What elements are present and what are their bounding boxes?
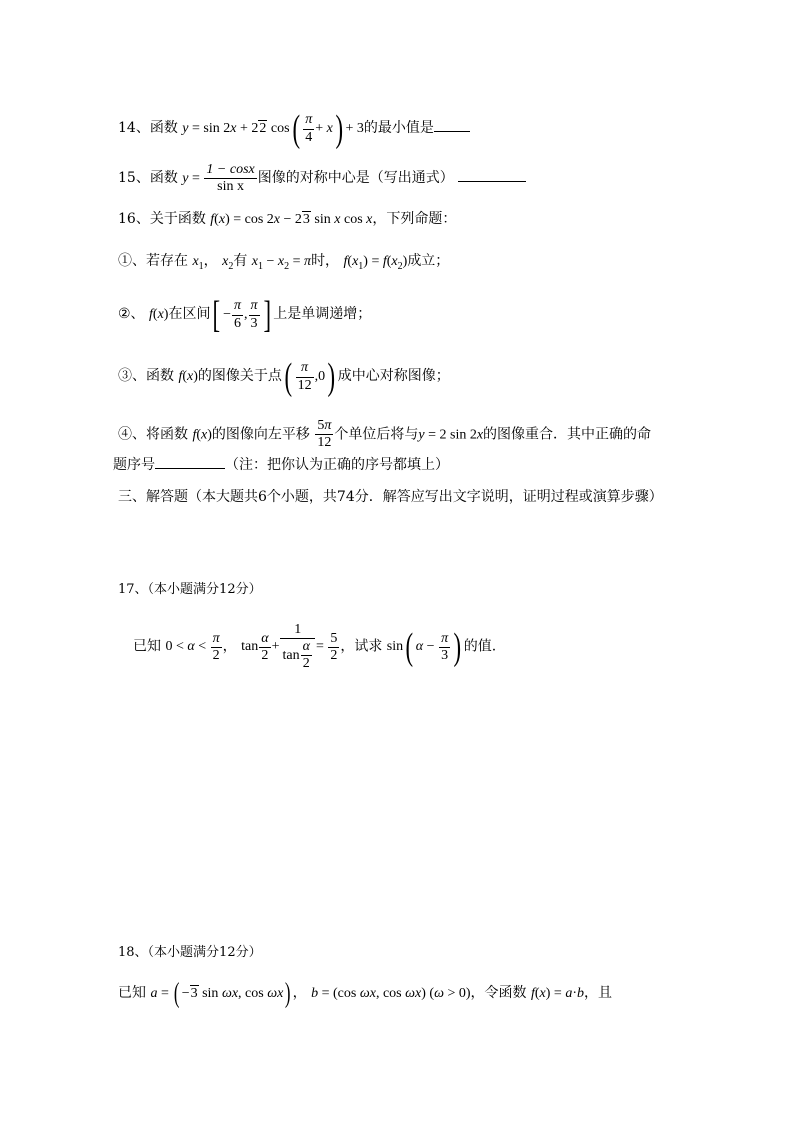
q15-formula: y = $\frac{1 - \cos x}{\text{sin x}}$ <box>182 162 255 195</box>
q15-suffix: 图像的对称中心是（写出通式） <box>257 169 454 186</box>
question-15 <box>118 162 526 195</box>
q16-s4-text-f: （注：把你认为正确的序号都填上） <box>225 457 449 473</box>
q16-s1-text-c: 时， <box>311 253 340 269</box>
question-17-body: 已知 0 < α < $\frac{\pi}{2}$ ， tan $\frac{\alpha}{2}$ + 1 tan $\frac{\alpha}{2}$ = $\frac{5}{2}$ ，试求 sin( α − $\frac{\pi}{3}$ ) 的值. <box>133 622 497 672</box>
q16-statement-3: ③、函数 f(x)的图像关于点( $\frac{\pi}{12}$ ,0) 成中心对称图像； <box>118 356 450 398</box>
q16-s3-text-b: 的图像关于点 <box>197 368 282 385</box>
q15-label: 15、函数 <box>118 169 178 186</box>
q14-formula: y = sin 2x + 22 cos( $\frac{\pi}{4}$ + x) + 3 <box>182 108 364 150</box>
q16-statement-4-cont <box>113 458 449 472</box>
q16-s4-text-d: 的图像重合．其中正确的命 <box>483 426 652 443</box>
q15-answer-blank[interactable] <box>458 181 526 182</box>
q16-s1-text-a: ①、若存在 <box>118 253 188 269</box>
q17-mid: ，试求 <box>340 638 383 655</box>
q17-given: 已知 <box>133 638 161 655</box>
q15-numerator: 1 − cosx <box>204 162 256 179</box>
q15-denominator: sin x <box>217 179 244 195</box>
q14-answer-blank[interactable] <box>434 131 470 132</box>
q16-s4-text-a: ④、将函数 <box>118 426 188 443</box>
q16-s3-text-c: 成中心对称图像； <box>337 368 450 385</box>
q16-suffix: ，下列命题： <box>372 211 457 227</box>
q16-s1-text-d: 成立； <box>407 253 450 269</box>
q16-s2-text-a: ②、 <box>118 306 145 323</box>
q14-suffix: 的最小值是 <box>363 120 434 137</box>
q18-mid: ，令函数 <box>470 985 527 1002</box>
q14-label: 14、函数 <box>118 120 178 137</box>
q16-statement-1: ①、若存在 $x_1$， $x_2$有 $x_1 - x_2 = \pi$时， $f(x_1) = f(x_2)$成立； <box>118 253 450 272</box>
q16-formula: f(x) = cos 2x − 23 sin x cos x <box>210 212 373 227</box>
q16-s4-text-b: 的图像向左平移 <box>211 426 310 443</box>
section-3-heading: 三、解答题（本大题共6个小题，共74分．解答应写出文字说明，证明过程或演算步骤） <box>118 489 663 505</box>
q16-label: 16、关于函数 <box>118 211 206 227</box>
q16-statement-4: ④、将函数 f(x)的图像向左平移 $\frac{5\pi}{12}$ 个单位后将与y = 2 sin 2x的图像重合．其中正确的命 <box>118 418 652 451</box>
question-18-body: 已知 a = ( −3 sin ωx, cos ωx) ， b = (cos ωx, cos ωx) (ω > 0)，令函数 f(x) = a·b，且 <box>118 978 612 1009</box>
q16-statement-2: ②、 f(x)在区间[ − $\frac{\pi}{6}$ , $\frac{\pi}{3}$ ] 上是单调递增； <box>118 294 372 336</box>
q16-s4-text-c: 个单位后将与 <box>334 426 419 443</box>
q17-end: 的值. <box>463 638 497 655</box>
q16-s4-text-e: 题序号 <box>113 457 155 473</box>
question-18-title: 18、（本小题满分12分） <box>118 945 262 960</box>
q16-s2-text-b: 在区间 <box>168 306 211 323</box>
question-17-title: 17、（本小题满分12分） <box>118 582 262 597</box>
q16-s2-text-c: 上是单调递增； <box>273 306 372 323</box>
q18-end: ，且 <box>583 985 612 1002</box>
q18-given: 已知 <box>118 985 146 1002</box>
q16-answer-blank[interactable] <box>155 468 225 469</box>
q16-s3-text-a: ③、函数 <box>118 368 174 385</box>
question-14 <box>118 110 470 148</box>
question-16 <box>118 212 456 227</box>
q16-s1-text-b: 有 <box>233 253 248 269</box>
